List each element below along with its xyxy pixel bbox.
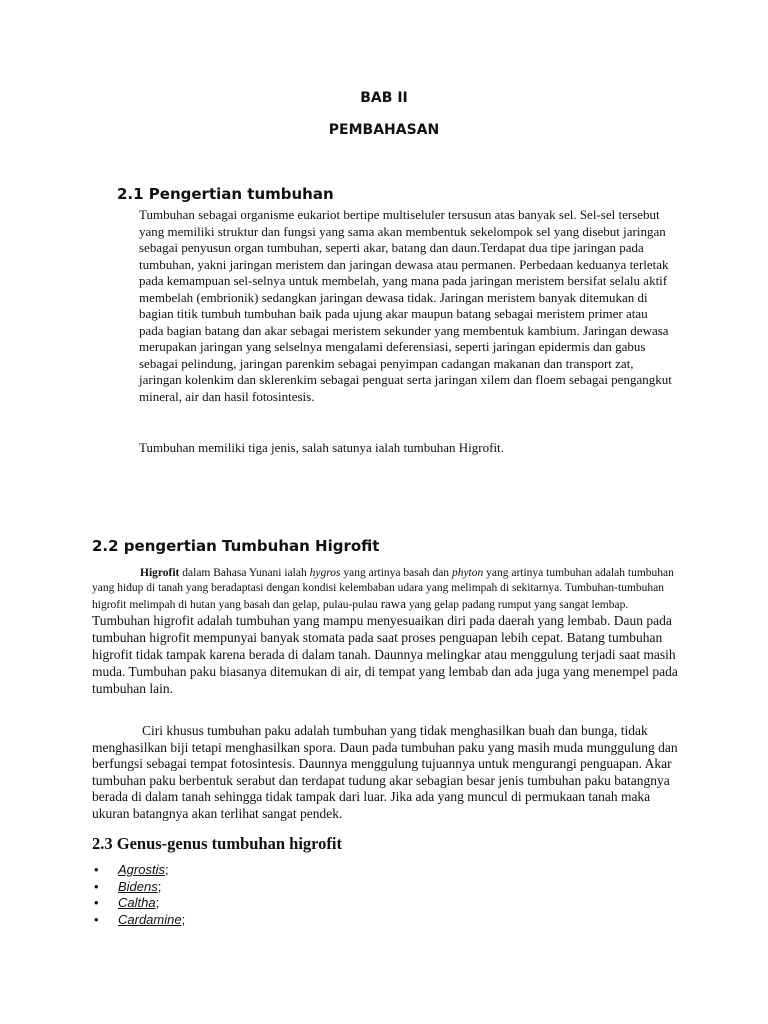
genus-link-agrostis[interactable]: Agrostis	[118, 862, 165, 877]
term-phyton: phyton	[451, 567, 484, 579]
section-2-2-paragraph-1: Higrofit dalam Bahasa Yunani ialah hygros yang artinya basah dan phyton yang artinya tumbuhan adalah tumbuhan yang hidup di tanah yang beradaptasi dengan kondisi kelembaban udara yang melimpah di sekitarnya. Tumbuhan-tumbuhan higrofit melimpah di hutan yang basah dan gelap, pulau-pulau rawa yang gelap padang rumput yang sangat lembap. Tumbuhan higrofit adalah tumbuhan yang mampu menyesuaikan diri pada daerah yang lembab. Daun pada tumbuhan higrofit mempunyai banyak stomata pada saat proses penguapan lebih cepat. Batang tumbuhan higrofit tidak tampak karena berada di dalam tanah. Daunnya melingkar atau menggulung terjadi saat masih muda. Tumbuhan paku biasanya ditemukan di air, di tempat yang lembab dan ada juga yang menempel pada tumbuhan lain.	[92, 567, 678, 696]
section-heading-2-1: 2.1 Pengertian tumbuhan	[117, 185, 334, 203]
term-hygros: hygros	[309, 567, 341, 579]
section-2-2-paragraph-2: Ciri khusus tumbuhan paku adalah tumbuhan yang tidak menghasilkan buah dan bunga, tidak menghasilkan biji tetapi menghasilkan spora. Daun pada tumbuhan paku yang masih muda munggulung dan berfungsi sebagai tempat fotosintesis. Daunnya menggulung tujuannya untuk mengurangi penguapan. Akar tumbuhan paku berbentuk serabut dan terdapat tudung akar sebagian besar jenis tumbuhan paku batangnya berada di dalam tanah sehingga tidak tampak dari luar. Jika ada yang muncul di permukaan tanah maka ukuran batangnya akan terlihat sangat pendek.	[92, 723, 678, 821]
list-item: • Cardamine;	[92, 912, 185, 929]
list-item: • Bidens;	[92, 879, 185, 896]
section-heading-2-3: 2.3 Genus-genus tumbuhan higrofit	[92, 834, 343, 853]
chapter-title: PEMBAHASAN	[328, 122, 440, 138]
list-item: • Caltha;	[92, 895, 185, 912]
genus-link-bidens[interactable]: Bidens	[118, 878, 158, 894]
term-higrofit: Higrofit	[140, 567, 180, 579]
genus-link-caltha[interactable]: Caltha	[118, 895, 156, 910]
genus-link-cardamine[interactable]: Cardamine	[118, 911, 182, 927]
section-2-1-paragraph: Tumbuhan sebagai organisme eukariot bertipe multiseluler tersusun atas banyak sel. Sel-sel tersebut yang memiliki struktur dan fungsi yang sama akan membentuk sekelompok sel yang disebut jaringan sebagai penyusun organ tumbuhan, seperti akar, batang dan daun.Terdapat dua tipe jaringan pada tumbuhan, yakni jaringan meristem dan jaringan dewasa atau permanen. Perbedaan keduanya terletak pada kemampuan sel-selnya untuk membelah, yang mana pada jaringan meristem bersifat selalu aktif membelah (embrionik) sedangkan jaringan dewasa tidak. Jaringan meristem banyak ditemukan di bagian titik tumbuh tumbuhan baik pada ujung akar maupun batang sebagai meristem primer atau pada bagian batang dan akar sebagai meristem sekunder yang membentuk kambium. Jaringan dewasa merupakan jaringan yang selselnya mengalami deferensiasi, seperti jaringan epidermis dan gabus sebagai pelindung, jaringan parenkim sebagai penyimpan cadangan makanan dan transport zat, jaringan kolenkim dan sklerenkim sebagai penguat serta jaringan xilem dan floem sebagai pengangkut mineral, air dan hasil fotosintesis.	[139, 207, 672, 404]
list-item: • Agrostis;	[92, 862, 185, 879]
section-heading-2-2: 2.2 pengertian Tumbuhan Higrofit	[92, 537, 380, 555]
chapter-number: BAB II	[360, 90, 408, 106]
genus-list	[92, 862, 185, 928]
section-2-1-summary: Tumbuhan memiliki tiga jenis, salah satunya ialah tumbuhan Higrofit.	[139, 440, 504, 455]
